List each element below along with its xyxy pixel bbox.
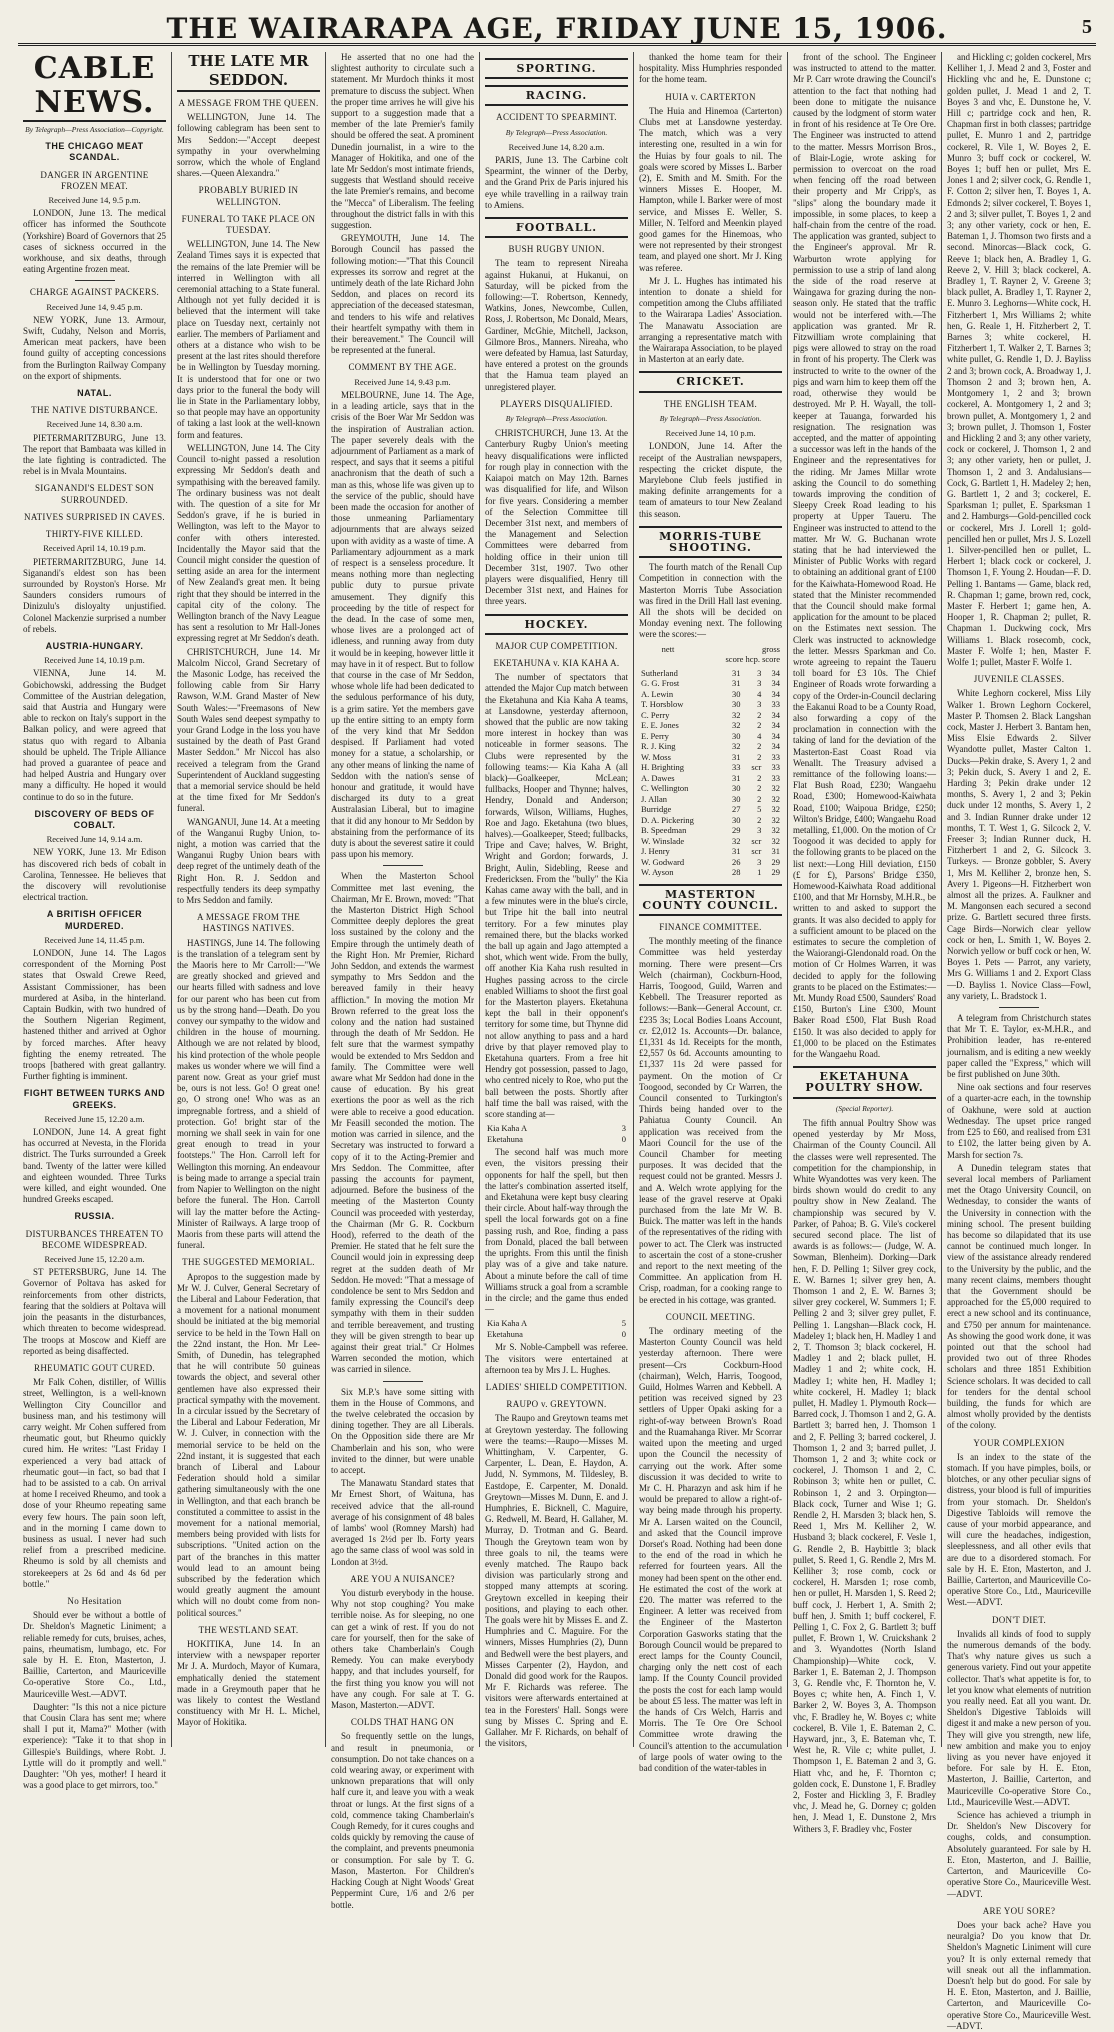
score-cell: 34 (771, 720, 780, 731)
score-cell: scr (751, 762, 762, 773)
score-cell: 3 (757, 856, 762, 867)
table-row (639, 825, 782, 836)
shooter-name: E. Perry (641, 730, 669, 741)
article-subtitle: COLDS THAT HANG ON (350, 1717, 455, 1728)
score-cell: 30 (732, 783, 741, 794)
score-cell: 1 (757, 867, 762, 878)
dateline: Received April 14, 10.19 p.m. (43, 543, 146, 554)
article-body: thanked the home team for their hospitality. Miss Humphries responded for the home team. (639, 52, 782, 85)
article-body: A Dunedin telegram states that several local members of Parliament met the Otago University Council, on Wednesday, to consider the wants of the University in connection with the mining school. The present building has become so dilapidated that its use cannot be continued much longer. In view of the assistance already rendered to the University by the public, and the many recent claims, members thought that the Government should be approached for the £5,000 required to erect a new school and its continuance, and £750 per annum for maintenance. As showing the good work done, it was pointed out that the school had provided two out of three Rhodes scholars and three 1851 Exhibition Science scholars. It was decided to call for tenders for the dental school building, the funds for which are almost wholly provided by the dentists of the colony. (947, 1162, 1091, 1431)
dateline: Received June 14, 9.45 p.m. (46, 301, 143, 312)
section-heading-seddon: THE LATE MR SEDDON. (177, 52, 320, 92)
shooter-name: Sutherland (641, 667, 678, 678)
dateline: Received June 14, 8.30 a.m. (46, 419, 143, 430)
score-cell: 32 (732, 835, 741, 846)
shooter-name: J. Henry (641, 846, 670, 857)
article-body: WELLINGTON, June 14. The New Zealand Times says it is expected that the remains of the late Premier will be interred in Wellington with all ceremonial attaching to a State funeral. Although not yet fully decided it is believed that the interment will take place on Tuesday next, certainly not earlier. The members of Parliament and others at a distance who wish to be present at the last rites should therefore be in Wellington by Tuesday morning. It is understood that for one or two days prior to the funeral the body will lie in State in the Parliamentary lobby, so that people may have an opportunity of taking a last look at the well-known form and features. (177, 239, 320, 440)
team-score: 3 (621, 1123, 626, 1134)
dateline: Received June 14, 11.45 p.m. (44, 934, 145, 945)
shooter-name: A. Dawes (641, 772, 675, 783)
team-name: Eketahuna (487, 1133, 523, 1144)
table-row (639, 752, 782, 763)
article-body: A telegram from Christchurch states that Mr T. E. Taylor, ex-M.H.R., and Prohibition leader, has re-entered journalism, and is editing a new weekly paper called the "Express," which will be first published on June 30th. (947, 1013, 1091, 1080)
team-name: Eketahuna (487, 1328, 523, 1339)
score-cell: 2 (757, 741, 762, 752)
shooter-name: G. G. Frost (641, 678, 680, 689)
article-body: The Huia and Hinemoa (Carterton) Clubs met at Lansdowne yesterday. The match, which was a very interesting one, resulted in a win for the Huias by four goals to nil. The goals were scored by Misses L. Barber (2), E. Smith and M. Smith. For the winners Misses E. Hooper, M. Hampton, while I. Barker were of most service, and Misses E. Weller, S. Miller, N. Telford and Meenkin played good games for the Hinemoas, who were not represented by their strongest team, and played one short. Mr J. King was referee. (639, 105, 782, 273)
article-body: Mr S. Noble-Campbell was referee. The visitors were entertained at afternoon tea by Mrs J. L. Hughes. (485, 1342, 628, 1375)
article-subtitle: FINANCE COMMITTEE. (659, 921, 762, 932)
column-5 (634, 52, 788, 1773)
score-cell: 32 (771, 835, 780, 846)
dateline: Received June 15, 12.20 a.m. (44, 1254, 145, 1265)
column-4 (480, 52, 634, 1747)
shooter-name: C. Perry (641, 709, 670, 720)
article-subtitle: THE SUGGESTED MEMORIAL. (182, 1257, 315, 1268)
article-body: VIENNA, June 14. M. Gobichowski, addressing the Budget Committee of the Austrian delegation, said that Austria and Hungary were able to reckon on Italy's support in the Balkan policy, and were agreed that status quo with regard to Albania should be upheld. The Triple Alliance had proved a guarantee of peace and had helped Austria and Hungary over many a difficulty. He hoped it would continue to do so in the future. (23, 668, 166, 802)
byline: (Special Reporter). (835, 1103, 894, 1113)
article-subtitle: CHARGE AGAINST PACKERS. (29, 287, 160, 298)
article-body: front of the school. The Engineer was instructed to attend to the matter. Mr P. Carr wrote drawing the Council's attention to the fact that nothing had been done to mitigate the nuisance caused by the lodgment of storm water in front of his residence at Te Ore Ore. The Engineer was instructed to attend to the matter. Messrs Morrison Bros., of Blair-Logie, wrote asking for permission to overcoat on the road when fencing off the road between their property and Mr Cripp's, as "slips" along the boundary made it impossible, in some places, to keep a half-chain from the centre of the road. The application was granted, subject to the Engineer's approval. Mr R. Warburton wrote applying for permission to use a strip of land along the side of the road reserve at Waingawa for grazing during the non-season only. He stated that the traffic would not be interfered with.—The application was granted. Mr R. Fitzwilliam wrote complaining that pigs were allowed to stray on the road in front of his property. The Clerk was instructed to write to the owner of the pigs and warn him to keep them off the road, otherwise they would be destroyed. Mr P. H. Wayall, the toll-keeper at Tauanga, forwarded his resignation. The resignation was accepted, and the matter of appointing a successor was left in the hands of the Engineer and the representatives for the riding. Mr James Millar wrote asking the Council to do something towards improving the condition of Sleepy Creek Road leading to his property at Upper Taueru. The Engineer was instructed to attend to the matter. Mr W. G. Buchanan wrote stating that he had interviewed the Minister of Public Works with regard to obtaining an additional grant of £100 for the Kaiwhata-Homewood Road. He stated that the Minister recommended that the Council should make formal application for the amount to be placed on the Estimates next session. The Clerk was instructed to acknowledge the letter. Messrs Sparkman and Co. wrote agreeing to repaint the Taueru toll board for £3 10s. The Chief Engineer of Roads wrote forwarding a copy of the Order-in-Council declaring the Eakanui Road to be a County Road, also forwarding a copy of the proclamation in connection with the taking of land for the deviation of the Masterton-East Coast Road via Wenallt. The Treasury advised a remittance of the following loans:—Flat Bush Road, £230; Wangaehu Road, £300; Homewood-Kaiwhata Road, £100; Waipoua Bridge, £250; Wilton's Bridge, £400; Wangaehu Road metalling, £1,000. On the motion of Cr Toogood it was decided to apply for the following grants to be placed on the list next:—Long Hill deviation, £150 (£ for £), Parsons' Bridge £350, Homewood-Kaiwhata Road additional £100, and that Mr Hornsby, M.H.R., be written to and asked to support the grants. It was also decided to apply for a sufficient amount to be placed on the estimates to secure the completion of the Waiorangi-Glendonald road. On the motion of Cr Holmes Warren, it was decided to apply for the following grants to be placed on the Estimates:—Mt. Mundy Road £500, Saunders' Road £150, Burton's Line £300, Mount Baker Road £500, Flat Bush Road £150. It was also decided to apply for £1,000 to be placed on the Estimates for the Wangaehu Road. (793, 52, 936, 1060)
article-body: and Hickling c; golden cockerel, Mrs Kelliher 1, J. Mead 2 and 3, Foster and Hickling vhc and he, E. Dunstone c; golden pullet, J. Mead 1 and 2, T. Boyes 3 and vhc, E. Dunstone he, V. Hill c; partridge cock and hen, R. Chapman first in both classes; partridge pullet, E. Munro 1 and 2, partridge cockerel, R. Vile 1, W. Boyes 2, E. Munro 3; buff cock or cockerel, W. Boyes 1; buff hen or pullet, Mrs E. Jones 1 and 2; silver cock, G. Rendle 1, F. Cotton 2; silver hen, T. Boyes 1, A. Edmonds 2; silver cockerel, T. Boyes 1, 2 and 3; silver pullet, T. Boyes 1, 2 and 3; any other variety, cock or hen, E. Bateman 1, J. Thomson two firsts and a second. Minorcas—Black cock, G. Reeve 1; black hen, A. Bradley 1, G. Reeve 2, V. Hill 3; black cockerel, A. Bradley 1, T. Rayner 2, V. Greene 3; black pullet, A. Bradley 1, T. Rayner 2, E. Munro 3. Leghorns—White cock, H. Fitzherbert 1, Mrs Williams 2; white hen, G. Reale 1, H. Fitzherbert 2, T. Barnes 3; white cockerel, H. Fitzherbert 1, T. Walker 2, T. Barnes 3; white pullet, G. Rendle 1, D. J. Bayliss 2 and 3; brown cock, A. Broadway 1, J. Thomson 2 and 3; brown hen, A. Montgomery 1, 2 and 3; brown cockerel, A. Montgomery 1, 2 and 3; brown pullet, A. Montgomery 1, 2 and 3; brown pullet, J. Thomson 1, Foster and Hickling 2 and 3; any other variety, cock or cockerel, J. Thomson 1, 2 and 3; any other variety, hen or pullet, J. Thomson 1, 2 and 3. Andalusians—Cock, G. Bartlett 1, H. Madeley 2; hen, G. Bartlett 1, 2 and 3; cockerel, E. Sparksman 1; pullet, E. Sparksman 1 and 2. Hamburgs—Gold-pencilled cock or cockerel, Mrs J. Lorell 1; gold-pencilled hen or pullet, Mrs J. S. Lozell 1. Silver-pencilled hen or pullet, L. Herbert 1; black cock or cockerel, J. Thomson 1, F. Young 2. Houdan—F. D. Pelling 1. Bantams — Game, black red, R. Chapman 1; game, brown red, cock, Master F. Herbert 1; game hen, A. Hooper 1, R. Chapman 2; pullet, R. Chapman 1. Duckwing cock, Mrs Williams 1. Black rosecomb, cock, Master F. Wolfe 1; hen, Master F. Wolfe 1; pullet, Master F. Wolfe 1. (947, 52, 1091, 667)
table-row (639, 836, 782, 847)
article-body: WELLINGTON, June 14. The following cablegram has been sent to Mrs Seddon:—"Accept deepest sympathy in your overwhelming sorrow, which the whole of England shares.—Queen Alexandra." (177, 112, 320, 179)
score-cell: 2 (757, 751, 762, 762)
article-body: Does your back ache? Have you neuralgia? Do you know that Dr. Sheldon's Magnetic Liniment will cure you? It is only external remedy that will sneak out all the inflammation. Doesn't help but do good. For sale by H. E. Eton, Masterton, and J. Baillie, Carterton, and Mauriceville Co-operative Store Co., Mauriceville West.—ADVT. (947, 1919, 1091, 2031)
table-row (639, 804, 782, 815)
article-subtitle: ARE YOU SORE? (982, 1905, 1056, 1916)
score-cell: 2 (757, 814, 762, 825)
divider (383, 1381, 423, 1382)
header-cell: score hcp. score (725, 654, 780, 665)
score-cell: 3 (757, 678, 762, 689)
section-heading-cricket: CRICKET. (639, 371, 782, 392)
article-body: NEW YORK, June 13. Mr Edison has discovered rich beds of cobalt in Carolina, Tennessee. He believes that the discovery will revolutionise electrical traction. (23, 847, 166, 903)
column-2 (172, 52, 326, 1747)
article-subtitle: PLAYERS DISQUALIFIED. (500, 398, 613, 409)
shooter-name: C. Wellington (641, 783, 689, 794)
score-cell: 33 (771, 751, 780, 762)
article-subtitle: THE WESTLAND SEAT. (198, 1624, 299, 1635)
article-body: The Raupo and Greytown teams met at Greytown yesterday. The following were the teams:—Raupo—Misses M. Whittingham, V. Carpenter, G. Carpenter, L. Dean, E. Haydon, A. Judd, N. Symmons, M. Tildesley, B. Eastdope, E. Carpenter, M. Donald. Greytown—Misses M. Dunn, E. and J. Humphries, E. Bicknell, C. Maguire, G. Redwell, M. Beard, H. Gallaher, M. Murray, D. Trotman and G. Beard. Though the Greytown team won by three goals to nil, the teams were evenly matched. The Raupo back division was particularly strong and stopped many attempts at scoring. Greytown excelled in keeping their positions, and playing to each other. The goals were hit by Misses E. and Z. Humphries and C. Maguire. For the winners, Misses Humphries (2), Dunn and Bedwell were the best players, and Misses Carpenter (2), Haydon, and Donald did good work for the Raupos. Mr F. Richards was referee. The visitors were afterwards entertained at tea in the Foresters' Hall. Songs were sung by Misses C. Spring and E. Gallaher. Mr F. Richards, on behalf of the visitors, (485, 1413, 628, 1749)
article-title: A BRITISH OFFICER MURDERED. (46, 909, 143, 931)
article-subtitle: ARE YOU A NUISANCE? (350, 1573, 455, 1584)
shooting-scores-table (639, 644, 782, 665)
score-cell: 4 (757, 730, 762, 741)
score-cell: 2 (757, 772, 762, 783)
score-cell: 31 (732, 846, 741, 857)
table-row (639, 794, 782, 805)
score-cell: 32 (732, 741, 741, 752)
score-cell: 33 (771, 772, 780, 783)
article-body: When the Masterton School Committee met last evening, the Chairman, Mr E. Brown, moved: "That the Masterton District High School Committee deeply deplores the great loss sustained by the colony and the Empire through the untimely death of the Right Hon. Mr Premier, Richard John Seddon, and extends the warmest sympathy to Mrs Seddon and the bereaved family in their heavy affliction." In moving the motion Mr Brown referred to the great loss the colony and the nation had sustained through the death of Mr Seddon. He felt sure that the warmest sympathy would be extended to Mrs Seddon and family. The Committee were well aware what Mr Seddon had done in the cause of education. By his great exertions the poor as well as the rich were able to receive a good education. Mr Feasill seconded the motion. The motion was carried in silence, and the Secretary was instructed to forward a copy of it to the Acting-Premier and Mrs Seddon. The Committee, after passing the accounts for payment, adjourned. Before the business of the meeting of the Masterton County Council was proceeded with yesterday, the Chairman (Mr G. R. Cockburn Hood), referred to the death of the Premier. He stated that he felt sure the Council would join in expressing deep regret at the sudden death of Mr Seddon. He moved: "That a message of condolence be sent to Mrs Seddon and family expressing the Council's deep sympathy with them in their sudden and terrible bereavement, and trusting they will be given strength to bear up against their great trial." Cr Holmes Warren seconded the motion, which was carried in silence. (331, 871, 474, 1375)
shooter-name: H. Brighting (641, 762, 684, 773)
article-body: You disturb everybody in the house. Why not stop coughing? You make terrible noise. As for sleeping, no one can get a wink of rest. If you do not care for yourself, then for the sake of others take Chamberlain's Cough Remedy. You can make everybody happy, and that includes yourself, for the first thing you know you will not have any cough. For sale at T. G. Mason, Masterton.—ADVT. (331, 1588, 474, 1711)
table-row (639, 689, 782, 700)
article-body: The ordinary meeting of the Masterton County Council was held yesterday afternoon. There were present—Crs Cockburn-Hood (chairman), Welch, Harris, Toogood, Guild, Holmes Warren and Kebbell. A petition was received signed by 23 settlers of Upper Opaki asking for a right-of-way between Brown's Road and the Ruamahanga River. Mr Scorrar waited upon the meeting and urged upon the Council the necessity of carrying out the work. After some discussion it was decided to write to Mr C. H. Pharazyn and ask him if he would be prepared to allow a right-of-way being made through his property. Mr A. Larsen waited on the Council, and asked that the Council improve Dorset's Road. Nothing had been done to the end of the road in which he referred for fourteen years. All the money had been spent on the other end. He estimated the cost of the work at £20. The matter was referred to the Engineer. A letter was received from the Engineer of the Masterton Corporation Gasworks stating that the Borough Council would be prepared to erect lamps for the County Council, charging only the nett cost of each lamp. If the County Council provided the posts the cost for each lamp would be about £5 less. The matter was left in the hands of Crs Welch, Harris and Morris. The Te Ore Ore School Committee wrote drawing the Council's attention to the accumulation of large pools of water owing to the bad condition of the water-tables in (639, 1326, 782, 1773)
article-body: CHRISTCHURCH, June 13. At the Canterbury Rugby Union's meeting heavy disqualifications were inflicted for rough play in connection with the Kaiapoi match on May 12th. Barnes was disqualified for life, and Wilson for five years. Considering a member of the Selection Committee till December 31st next, and members of the Management and Selection Committees were debarred from holding office in their union till December 31st, 1907. Two other players were disqualified, Henry till December 31st next, and Haines for three years. (485, 428, 628, 607)
team-score: 0 (621, 1133, 626, 1144)
score-cell: 34 (771, 688, 780, 699)
article-body: PIETERMARITZBURG, June 13. The report that Bambaata was killed in the late fighting is contradicted. The rebel is in Mvala Mountains. (23, 432, 166, 477)
table-row (639, 846, 782, 857)
column-6 (788, 52, 942, 1834)
score-row (485, 1329, 628, 1340)
score-cell: 31 (771, 846, 780, 857)
dateline: Received June 14, 9.43 p.m. (354, 376, 451, 387)
section-heading-hockey: HOCKEY. (485, 614, 628, 635)
team-name: Kia Kaha A (487, 1318, 528, 1329)
article-title: THE CHICAGO MEAT SCANDAL. (45, 141, 144, 163)
article-body: Is an index to the state of the stomach. If you have pimples, boils, or blotches, or any other peculiar signs of distress, your blood is full of impurities from your stomach. Dr. Sheldon's Digestive Tabloids will remove the cause of your morbid appearance, and will cure the headaches, indigestion, sleeplessness, and all other evils that are due to a disordered stomach. For sale by H. E. Eton, Masterton, and J. Baillie, Carterton, and Mauriceville Co-operative Store Co., Ltd., Mauriceville West.—ADVT. (947, 1451, 1091, 1608)
article-body: Should ever be without a bottle of Dr. Sheldon's Magnetic Liniment; a reliable remedy for cuts, bruises, aches, pains, rheumatism, lumbago, etc. For sale by H. E. Eton, Masterton, J. Baillie, Carterton, and Mauriceville Co-operative Store Co., Ltd., Mauriceville West.—ADVT. (23, 1610, 166, 1699)
table-row (639, 731, 782, 742)
article-subtitle: HUIA v. CARTERTON (665, 91, 756, 102)
article-subtitle: PROBABLY BURIED IN WELLINGTON. (198, 185, 299, 207)
table-row (639, 867, 782, 878)
article-subtitle: COMMENT BY THE AGE. (348, 362, 457, 373)
masthead (18, 6, 1096, 46)
byline: By Telegraph—Press Association. (659, 413, 762, 423)
score-cell: 30 (732, 793, 741, 804)
article-body: HASTINGS, June 14. The following is the translation of a telegram sent by the Maoris here to Mr Carroll:—"We are greatly shocked and grieved and our hearts filled with sadness and love for our parent who has been cut from us by the strong hand—Death. Do you convey our sympathy to the widow and children in the house of mourning. Although we are not related by blood, his kind protection of the whole people makes us wonder where we will find a parent now. Great as your grief must be, ours is not less. Go! O great one! go, O strong one! Who was as an impregnable fortress, and a shield of protection. Go! bright star of the morning we shall seek in vain for one great enough to tread in your footsteps." The Hon. Carroll left for Wellington this morning. An endeavour is being made to arrange a special train from Napier to Wellington on the night before the funeral. The Hon. Carroll will lay the matter before the Acting-Minister of Railways. A large troop of Maoris from these parts will attend the funeral. (177, 937, 320, 1251)
article-body: He asserted that no one had the slightest authority to circulate such a statement. Mr Murdoch thinks it most premature to discuss the subject. When the proper time arrives he will give his support to a suggestion made that a member of the late Premier's family should be offered the seat. A prominent Dunedin journalist, in a wire to the Manager of Hokitika, and one of the late Mr Seddon's most intimate friends, suggests that Westland should receive the late Premier's remains, and become the "Mecca" of Liberalism. The feeling throughout the district falls in with this suggestion. (331, 52, 474, 231)
article-subtitle: LADIES' SHIELD COMPETITION. (485, 1381, 628, 1392)
article-body: ST PETERSBURG, June 14. The Governor of Poltava has asked for reinforcements from other districts, fearing that the soldiers at Poltava will join the peasants in the disturbances, which threaten to become widespread. The troops at Moscow and Kieff are reported as being disaffected. (23, 1267, 166, 1356)
article-subtitle: FUNERAL TO TAKE PLACE ON TUESDAY. (181, 213, 316, 236)
score-cell: 2 (757, 720, 762, 731)
score-cell: 29 (771, 867, 780, 878)
team-name: Kia Kaha A (487, 1123, 528, 1134)
shooter-name: B. Speedman (641, 825, 687, 836)
article-body: LONDON, June 14. After the receipt of the Australian newspapers, respecting the cricket dispute, the Marylebone Club feels justified in making definite arrangements for a team of amateurs to tour New Zealand this season. (639, 441, 782, 519)
shooter-name: E. E. Jones (641, 720, 679, 731)
article-subtitle: MAJOR CUP COMPETITION. (495, 640, 618, 651)
table-row (639, 857, 782, 868)
article-body: Invalids all kinds of food to supply the numerous demands of the body. That's why nature gives us such a generous variety. Find out your appetite collector. That's what appetite is for, to let you know what elements of nutrition you really need. Eat all you want. Dr. Sheldon's Digestive Tabloids will digest it and make a new person of you. They will give you strength, new life, new ambition and make you to enjoy living as you never have enjoyed it before. For sale by H. E. Eton, Masterton, J. Baillie, Carterton, and Mauriceville Co-operative Store Co., Ltd., Mauriceville West.—ADVT. (947, 1628, 1091, 1807)
article-body: Mr Falk Cohen, distiller, of Willis street, Wellington, is a well-known Wellington City Councillor and business man, and his testimony will carry weight. Mr Cohen suffered from rheumatic gout, but Rheumo quickly cured him. He writes: "Last Friday I experienced a very bad attack of rheumatic gout—in fact, so bad that I had to be assisted to a cab. On arrival at home I received Rheumo, and took a dose of your Rheumo repeating same every few hours. The pain soon left, and in the morning I came down to business as usual. I never had such relief from a prescribed medicine. Rheumo is sold by all chemists and storekeepers at 2s 6d and 4s 6d per bottle." (23, 1377, 166, 1589)
score-cell: 30 (732, 699, 741, 710)
table-row (639, 699, 782, 710)
article-body: GREYMOUTH, June 14. The Borough Council has passed the following motion:—"That this Council expresses its sorrow and regret at the untimely death of the late Richard John Seddon, and places on record its appreciation of the deceased statesman, and tenders to his wife and relatives their heartfelt sympathy with them in their bereavement." The Council will be represented at the funeral. (331, 233, 474, 356)
score-cell: 34 (771, 741, 780, 752)
article-body: LONDON, June 14. A great fight has occurred at Nevesta, in the Florida district. The Turks surrounded a Greek band. Twenty of the latter were killed and eighteen wounded. Three Turks were killed, and eight wounded. One hundred Greeks escaped. (23, 1127, 166, 1205)
table-row (639, 678, 782, 689)
score-cell: scr (751, 835, 762, 846)
team-score: 0 (621, 1328, 626, 1339)
score-cell: 30 (732, 688, 741, 699)
article-body: WANGANUI, June 14. At a meeting of the Wanganui Rugby Union, to-night, a motion was carried that the Wanganui Rugby Union bears with deep regret of the untimely death of the Right Hon. R. J. Seddon and respectfully tenders its deep sympathy to Mrs Seddon and family. (177, 816, 320, 906)
table-row (639, 773, 782, 784)
shooter-name: W. Winslade (641, 835, 685, 846)
score-cell: scr (751, 846, 762, 857)
score-cell: 31 (732, 678, 741, 689)
score-cell: 32 (732, 709, 741, 720)
table-row (639, 668, 782, 679)
article-body: Science has achieved a triumph in Dr. Sheldon's New Discovery for coughs, colds, and consumption. Absolutely guaranteed. For sale by H. E. Eton, Masterton, and J. Baillie, Carterton, and Mauriceville Co-operative Store Co., Mauriceville West.—ADVT. (947, 1810, 1091, 1899)
score-cell: 26 (732, 856, 741, 867)
score-cell: 32 (771, 825, 780, 836)
final-score (485, 1318, 628, 1339)
article-title: RUSSIA. (74, 1211, 115, 1222)
header-cell: nett (661, 643, 675, 654)
table-row (639, 783, 782, 794)
shooter-name: D. A. Pickering (641, 814, 694, 825)
table-header (639, 654, 782, 665)
shooter-name: T. Horsblow (641, 699, 684, 710)
article-subtitle: EKETAHUNA v. KIA KAHA A. (493, 657, 620, 668)
score-cell: 3 (757, 825, 762, 836)
article-title: AUSTRIA-HUNGARY. (45, 640, 144, 651)
dateline: Received June 14, 10 p.m. (665, 428, 756, 439)
article-subtitle: RAUPO v. GREYTOWN. (506, 1399, 607, 1410)
byline: By Telegraph—Press Association. (505, 127, 608, 137)
score-cell: 4 (757, 688, 762, 699)
article-title: FIGHT BETWEEN TURKS AND GREEKS. (23, 1088, 166, 1110)
article-subtitle: BUSH RUGBY UNION. (508, 244, 605, 255)
byline: By Telegraph—Press Association—Copyright. (25, 125, 164, 134)
article-body: HOKITIKA, June 14. In an interview with a newspaper reporter Mr J. A. Murdoch, Mayor of Kumara, emphatically denied the statement made in a Greymouth paper that he was likely to contest the Westland constituency with Mr H. L. Michel, Mayor of Hokitika. (177, 1639, 320, 1728)
score-cell: 5 (757, 804, 762, 815)
article-subtitle: A MESSAGE FROM THE QUEEN. (178, 98, 319, 108)
score-cell: 34 (771, 709, 780, 720)
score-cell: 32 (771, 793, 780, 804)
byline: By Telegraph—Press Association. (505, 414, 608, 424)
article-body: The second half was much more even, the visitors pressing their opponents for half the spell, but then the latter's combination asserted itself, and Eketahuna were kept busy clearing their circle. About half-way through the spell the local forwards got on a fine passing rush, and Roe, finding a pass from Donald, placed the ball between the uprights. From this until the finish play was of a give and take nature. About a minute before the call of time Williams struck a goal from a scramble in the circle; and the game thus ended— (485, 1147, 628, 1315)
dateline: Received June 14, 10.19 p.m. (44, 655, 145, 666)
column-7 (942, 52, 1096, 2031)
shooter-name: Burridge (641, 804, 672, 815)
score-cell: 33 (771, 699, 780, 710)
article-body: The number of spectators that attended the Major Cup match between the Eketahuna and Kia Kaha A teams, at Lansdowne, yesterday afternoon, showed that the public are now taking more interest in hockey than was noticeable in former seasons. The Clubs were represented by the following teams:— Kia Kaha A (all black)—Goalkeeper, McLean; fullbacks, Hooper and Thynne; halves, Hendry, Donald and Anderson; forwards, Wilson, Williams, Hughes, Roe and Jago. Eketahuna (two blues, halves).—Goalkeeper, Steed; fullbacks, Tripe and Cave; halves, W. Bright, Wright and Gordon; forwards, J. Bright, Aulin, Sidebling, Reese and Fredericksen. From the "bully" the Kia Kahas came away with the ball, and in a few minutes were in the blue's circle, but Tripe hit the ball into neutral territory. For a few minutes play remained there, but the blacks worked the ball up again and Jago attempted a shot, which went wide. From the bully, off another Kia Kaha rush resulted in Hughes passing across to the circle enabled Williams to shoot the first goal for the Masterton players. Eketahuna kept the ball in their opponent's territory for some time, but Thynne did not allow anything to pass and a hard drive by that player removed play to Eketahuna quarters. From a free hit Hendry got possession, passed to Jago, who centred nicely to Roe, who put the ball between the posts. Shortly after half time the ball was raised, with the score standing at— (485, 672, 628, 1120)
article-body: PARIS, June 13. The Carbine colt Spearmint, the winner of the Derby, and the Grand Prix de Paris injured his eye while travelling in a railway train to Amiens. (485, 155, 628, 210)
half-time-score (485, 1123, 628, 1144)
shooter-name: R. J. King (641, 741, 676, 752)
score-cell: 29 (771, 856, 780, 867)
article-body: CHRISTCHURCH, June 14. Mr Malcolm Niccol, Grand Secretary of the Masonic Lodge, has received the following cable from Sir Harry Rawson, W.M. Grand Master of New South Wales:—"Freemasons of New South Wales send deepest sympathy to your Grand Lodge in the loss you have sustained by the death of Past Grand Master Seddon." Mr Niccol has also received a telegram from the Grand Superintendent of Auckland suggesting that a memorial service should be held at the time fixed for Mr Seddon's funeral. (177, 646, 320, 814)
divider (999, 1007, 1039, 1008)
divider (75, 280, 115, 281)
score-cell: 31 (732, 667, 741, 678)
article-body: LONDON, June 14. The Lagos correspondent of the Morning Post states that Oswald Crewe Reed, Assistant Commissioner, has been murdered at Asiba, in the hinterland. Captain Budkin, with two hundred of the Southern Nigerian Regiment, hastened thither and arrived at Oghor by forced marches. After heavy fighting the enemy retreated. The troops [bathered with great gallantry. Further fighting is imminent. (23, 948, 166, 1082)
header-cell: gross (762, 643, 780, 654)
section-heading-cable-news: CABLE NEWS. (23, 52, 166, 122)
table-row (639, 815, 782, 826)
columns (18, 51, 1096, 2031)
table-row (639, 741, 782, 752)
article-body: The Manawatu Standard states that Mr Ernest Short, of Waituna, has received advice that the all-round average of his consignment of 48 bales of lambs' wool (Romney Marsh) had averaged 1s 2½d per lb. Forty years ago the same class of wool was sold in London at 3½d. (331, 1478, 474, 1567)
article-body: So frequently settle on the lungs, and result in pneumonia, or consumption. Do not take chances on a cold wearing away, or experiment with unknown preparations that will only half cure it, and leave you with a weak throat or lungs. At the first signs of a cold, commence taking Chamberlain's Cough Remedy, for it cures coughs and colds quickly by removing the cause of the complaint, and prevents pneumonia or consumption. For sale by T. G. Mason, Masterton. For Children's Hacking Cough at Night Woods' Great Peppermint Cure, 1/6 and 2/6 per bottle. (331, 1731, 474, 1910)
section-heading-football: FOOTBALL. (485, 217, 628, 238)
score-cell: 34 (771, 678, 780, 689)
score-row (485, 1134, 628, 1145)
team-score: 5 (621, 1318, 626, 1329)
score-cell: 31 (732, 772, 741, 783)
article-subtitle: JUVENILE CLASSES. (973, 674, 1065, 685)
section-heading-county-council: MASTERTON COUNTY COUNCIL. (639, 884, 782, 916)
score-cell: 2 (757, 793, 762, 804)
article-body: PIETERMARITZBURG, June 14. Siganandi's eldest son has been surrounded by Royston's Horse. Mr Saunders considers rumours of Dinizulu's disloyalty unjustified. Colonel Mackenzie surprised a number of rebels. (23, 556, 166, 634)
column-3 (326, 52, 480, 1910)
score-cell: 27 (732, 804, 741, 815)
article-subtitle: YOUR COMPLEXION (973, 1437, 1065, 1448)
article-subtitle: A MESSAGE FROM THE HASTINGS NATIVES. (196, 912, 300, 934)
score-cell: 30 (732, 730, 741, 741)
score-cell: 34 (771, 667, 780, 678)
shooting-scores-rows (639, 668, 782, 878)
score-cell: 34 (771, 730, 780, 741)
article-body: Apropos to the suggestion made by Mr W. J. Culver, General Secretary of the Liberal and Labour Federation, that a movement for a national monument should be initiated at the big memorial service to be held in the Town Hall on the 22nd instant, the Hon. Mr Lee-Smith, of Dunedin, has telegraphed that he will contribute 50 guineas towards the object, and several other gentlemen have also expressed their practical sympathy with the movement. In a circular issued by the Secretary of the Liberal and Labour Federation, Mr W. J. Culver, in connection with the memorial service to be held on the 22nd instant, it is suggested that each branch of Liberal and Labour Federation should hold a similar gathering simultaneously with the one in Wellington, and that each branch be constituted a committee to assist in the movement for a national memorial, members being provided with lists for subscriptions. "United action on the part of the branches in this matter would lead to an amount being subscribed by the federation which would greatly augment the amount which will no doubt come from non-political sources." (177, 1271, 320, 1618)
article-subtitle: RHEUMATIC GOUT CURED. (34, 1362, 155, 1373)
article-body: MELBOURNE, June 14. The Age, in a leading article, says that in the crisis of the Boer War Mr Seddon was the inspiration of Australian action. The paper severely deals with the adjournment of Parliament as a mark of respect, and says that it seems a pitiful anachronism that the death of such a man as this, whose life was given up to the service of the public, should have been made the occasion for another of those unmeaning Parliamentary adjournments that are always seized upon with avidity as a waste of time. A Parliamentary adjournment as a mark of respect is a senseless procedure. It means nothing more than neglecting public duty to pursue private amusement. They dignify this proceeding by the title of respect for the dead. In the case of some men, whose lives are a prolonged act of idleness, and running away from duty it would be in keeping, however little it may have in it of respect. But to follow that course in the case of Mr Seddon, whose whole life had been dedicated to the sedulous performance of his duty, is a grim satire. Yet the members gave up the entire sitting to an empty form of the very kind that Mr Seddon despised. If Parliament had voted money for a statue, a scholarship, or any other means of linking the name of Seddon with the nation's sense of honour and gratitude, it would have discharged its duty to a great Australasian Liberal, but to imagine that it did any honour to Mr Seddon by abstaining from the performance of its duty is about the severest satire it could pass upon his memory. (331, 389, 474, 860)
divider (383, 865, 423, 866)
section-heading-shooting: MORRIS-TUBE SHOOTING. (639, 526, 782, 558)
article-subtitle: COUNCIL MEETING. (665, 1311, 756, 1322)
score-cell: 33 (771, 762, 780, 773)
score-cell: 32 (732, 720, 741, 731)
shooter-name: J. Allan (641, 793, 667, 804)
article-body: The team to represent Nireaha against Hukanui, at Hukanui, on Saturday, will be picked from the following:—T. Robertson, Kennedy, Watkins, Jones, Newcombe, Cullen, Ross, J. Robertson, Mc Donald, Mears, Gardiner, McGhie, Mitchell, Jackson, Gilmore Bros., Manners. Nireaha, who were defeated by Hamua, last Saturday, have entered a protest on the grounds that the Hamua team played an unregistered player. (485, 258, 628, 392)
article-title: NATAL. (77, 388, 112, 399)
dateline: Received June 14, 9.14 a.m. (46, 834, 143, 845)
table-header (639, 644, 782, 655)
score-cell: 29 (732, 825, 741, 836)
score-cell: 2 (757, 783, 762, 794)
article-body: The monthly meeting of the finance Committee was held yesterday morning. There were present—Crs Welch (chairman), Cockburn-Hood, Harris, Toogood, Guild, Warren and Kebbell. The Treasurer reported as follows:—Bank—General Account, cr. £235 3s; Local Bodies Loans Account, cr. £2,012 1s. Accounts—Dr. balance, £1,331 4s 1d. Receipts for the month, £2,557 0s 6d. Accounts amounting to £1,337 11s 2d were passed for payment. On the motion of Cr Toogood, seconded by Cr Warren, the Council consented to Turkington's Thirds being handed over to the Pahiatua County Council. An application was received from the Maori Council for the use of the Council Chamber for meeting purposes. It was decided that the request could not be granted. Messrs J. and A. Welch wrote applying for the lease of the gravel reserve at Opaki purchased from the late Mr W. B. Buick. The matter was left in the hands of the representatives of the riding with power to act. The Clerk was instructed to ascertain the cost of a stone-crusher and report to the next meeting of the Committee. An application from H. Crisp, roadman, for a cooking range to be erected in his cottage, was granted. (639, 936, 782, 1305)
score-cell: 31 (732, 751, 741, 762)
article-body: The fifth annual Poultry Show was opened yesterday by Mr Moss, Chairman of the County Council. All the classes were well represented. The competition for the championship, in White Wyandottes was very keen. The birds shown would do credit to any poultry show in New Zealand. The championship was secured by V. Parker, of Pahoa; B. G. Vile's cockerel secured second place. The list of awards is as follows:— (Judge, W. A. Sowman, Blenheim). Dorking—Dark hen, F. D. Pelling 1; Silver grey cock, E. W. Barnes 1; silver grey hen, A. Thomson 1 and 2, E. W. Barnes 3; silver grey cockerel, W. Summers 1; F. Pelling 2 and 3; silver grey pullet, F. Pelling 1. Langshan—Black cock, H. Madeley 1; black hen, H. Madley 1 and 2, T. Thomson 3; black cockerel, H. Madley 1 and 2; black pullet, H. Madley 1 and 2; white cock, H. Madley 1; white hen, H. Madley 1; white cockerel, H. Madley 1; black pullet, H. Madley 1. Plymouth Rock—Barred cock, J. Thomson 1 and 2, G. A. Bartlett 3; barred hen, J. Thomson 1 and 2, F. Pelling 3; barred cockerel, J. Thomson 1, 2 and 3; barred pullet, J. Thomson 1, 2 and 3; white cock or cockerel, J. Thomson 1 and 2, C. Robinson 3; white hen or pullet, C. Robinson 1, 2 and 3. Orpington—Black cock, Turner and Wise 1; G. Rendle 2, H. Marsden 3; black hen, S. Reed 1, Mrs M. Kelliher 2, W. Husband 3; black cockerel, F. Vesle 1, G. Rendle 2, B. Haybittle 3; black pullet, S. Reed 1, G. Rendle 2, Mrs M. Kelliher 3; rose comb, cock or cockerel, H. Marsden 1; rose comb, hen or pullet, H. Marsden 1, S. Reed 2; buff cock, J. Herbert 1, A. Smith 2; buff hen, J. Smith 1; buff cockerel, F. Pelling 1, C. Fox 2, G. Bartlett 3; buff pullet, F. Brown 1, W. Cruickshank 2 and 3. Wyandottes (North Island Championship)—White cock, V. Barker 1, E. Bateman 2, J. Thompson 3, G. Rendle vhc, F. Thornton he, V. Boyes c; white hen, A. Finch 1, V. Barker 2, W. Boyes 3, A. Thompson vhc, F. Bradley he, W. Boyes c; white cockerel, B. Vile 1, E. Bateman 2, C. Hayward, jnr., 3, E. Bateman vhc, T. West he, R. Vile c; white pullet, J. Thompson 1, E. Bateman 2 and 3, G. Hiatt vhc, and he, F. Thornton c; golden cock, E. Dunstone 1, F. Bradley 2, Foster and Hickling 3, F. Bradley vhc, J. Mead he, G. Dorney c; golden hen, J. Mead 1, E. Dunstone 2, Mrs Withers 3, F. Bradley vhc, Foster (793, 1117, 936, 1834)
score-cell: 32 (771, 814, 780, 825)
article-body: NEW YORK, June 13. Armour, Swift, Cudahy, Nelson and Morris, American meat packers, have been found guilty of accepting concessions from the Burlington Railway Company on the export of shipments. (23, 314, 166, 381)
article-subtitle: THIRTY-FIVE KILLED. (45, 529, 144, 540)
article-body: White Leghorn cockerel, Miss Lily Walker 1. Brown Leghorn Cockerel, Master P. Thomsen 2. Black Langshan cock, Master J. Herbert 3. Bantam hen, Miss Elsie Edwards 2. Silver Wyandotte pullet, Master Calton 1. Ducks—Pekin drake, S. Avery 1, 2 and 3; Pekin duck, S. Avery 1 and 2, E. Harding 3; Pekin drake under 12 months, S. Avery 1, 2 and 3; Pekin duck under 12 months, S. Avery 1, 2 and 3. Indian Runner drake under 12 months, T. T. West 1, G. Silcock 2, V. Freeser 3; Indian Runner duck, H. Fitzherbert 1 and 2, G. Silcock 3. Turkeys. — Bronze gobbler, S. Avery 1, Mrs M. Kelliher 2, bronze hen, S. Avery 1. Pigeons—H. Fitzherbert won almost all the prizes. A. Faulkner and M. Mangonsen each secured a second prize. G. Bartlett secured three firsts. Cage Birds—Norwich clear yellow cock or hen, L. Smith 1, W. Boyes 2. Norwich yellow or buff cock or hen, W. Boyes 1. Pets — Parrot, any variety, Mrs G. Williams 1 and 2. Export Class—D. Bayliss 1. Novice Class—Fowl, any variety, L. Bradstock 1. (947, 688, 1091, 1001)
section-heading-sporting: SPORTING. (485, 58, 628, 79)
article-body: Mr J. L. Hughes has intimated his intention to donate a shield for competition among the Clubs affiliated to the Wairarapa Ladies' Association. The Manawatu Association are arranging a representative match with the Wairarapa Association, to be played in Masterton at an early date. (639, 275, 782, 365)
score-row (485, 1123, 628, 1134)
article-subtitle: THE NATIVE DISTURBANCE. (31, 405, 158, 416)
article-subtitle: ACCIDENT TO SPEARMINT. (496, 112, 617, 123)
article-subtitle: DISTURBANCES THREATEN TO BECOME WIDESPREAD. (25, 1228, 164, 1250)
article-subtitle: SIGANANDI'S ELDEST SON SURROUNDED. (34, 483, 155, 505)
score-cell: 32 (771, 804, 780, 815)
score-cell: 3 (757, 699, 762, 710)
score-row (485, 1318, 628, 1329)
header-cell (639, 644, 646, 655)
article-body: Nine oak sections and four reserves of a quarter-acre each, in the township of Oakhune, were sold at auction Wednesday. The upset price ranged from £25 to £60, and realised from £31 to £102, the latter being given by A. Marsh for section 7s. (947, 1082, 1091, 1160)
article-body: Daughter: "Is this not a nice picture that Cousin Clara has sent me; where shall I put it, Mama?" Mother (with experience): "Take it to that shop in Gillespie's Buildings, where Robt. J. Lyttle will do it promptly and well." Daughter: "Oh yes, mother! I heard it was a good place to get mirrors, too." (23, 1701, 166, 1791)
table-row (639, 720, 782, 731)
article-body: The fourth match of the Renall Cup Competition in connection with the Masterton Morris Tube Association was fired in the Drill Hall last evening. All the shots will be decided on Monday evening next. The following were the scores:— (639, 562, 782, 640)
column-1 (18, 51, 172, 1791)
article-body: LONDON, June 13. The medical officer has informed the Southcote (Yorkshire) Board of Governors that 25 cases of sickness occurred in the workhouse, and six deaths, through eating Argentine frozen meat. (23, 208, 166, 275)
article-subtitle: THE ENGLISH TEAM. (663, 398, 758, 409)
score-cell: 28 (732, 867, 741, 878)
shooter-name: W. Godward (641, 856, 685, 867)
article-subtitle: No Hesitation (67, 1595, 122, 1606)
page-number: 5 (1082, 16, 1092, 38)
section-heading-racing: RACING. (485, 85, 628, 106)
article-body: Six M.P.'s have some sitting with them in the House of Commons, and the twelve celebrated the occasion by dining together. They are all Liberals. On the Opposition side there are Mr Chamberlain and his son, who were invited to the dinner, but were unable to accept. (331, 1386, 474, 1475)
dateline: Received June 15, 12.20 a.m. (44, 1113, 145, 1124)
score-cell: 33 (732, 762, 741, 773)
dateline: Received June 14, 9.5 p.m. (48, 195, 141, 206)
article-subtitle: DANGER IN ARGENTINE FROZEN MEAT. (40, 169, 149, 191)
article-subtitle: DON'T DIET. (991, 1614, 1047, 1625)
shooter-name: W. Ayson (641, 867, 674, 878)
score-cell: 30 (732, 814, 741, 825)
table-row (639, 762, 782, 773)
article-title: DISCOVERY OF BEDS OF COBALT. (34, 808, 155, 830)
shooter-name: W. Moss (641, 751, 671, 762)
shooter-name: A. Lewin (641, 688, 674, 699)
table-row (639, 710, 782, 721)
score-cell: 2 (757, 709, 762, 720)
section-heading-poultry-show: EKETAHUNA POULTRY SHOW. (793, 1066, 936, 1098)
newspaper-title: THE WAIRARAPA AGE, FRIDAY JUNE 15, 1906. (166, 12, 948, 45)
article-body: WELLINGTON, June 14. The City Council to-night passed a resolution expressing Mr Seddon's death and sympathising with the bereaved family. The ordinary business was not dealt with. The question of a site for Mr Seddon's grave, if he is buried in Wellington, was left to the Mayor to confer with others interested. Incidentally the Mayor said that the Council might consider the question of setting aside an area for the interment of New Zealand's great men. It being right that they should be interred in the capital city of the colony. The Wellington branch of the Navy League has sent a resolution to Mr Hall-Jones expressing regret at Mr Seddon's death. (177, 442, 320, 644)
score-cell: 32 (771, 783, 780, 794)
score-cell: 3 (757, 667, 762, 678)
article-subtitle: NATIVES SURPRISED IN CAVES. (24, 511, 165, 522)
dateline: Received June 14, 8.20 a.m. (508, 141, 605, 152)
